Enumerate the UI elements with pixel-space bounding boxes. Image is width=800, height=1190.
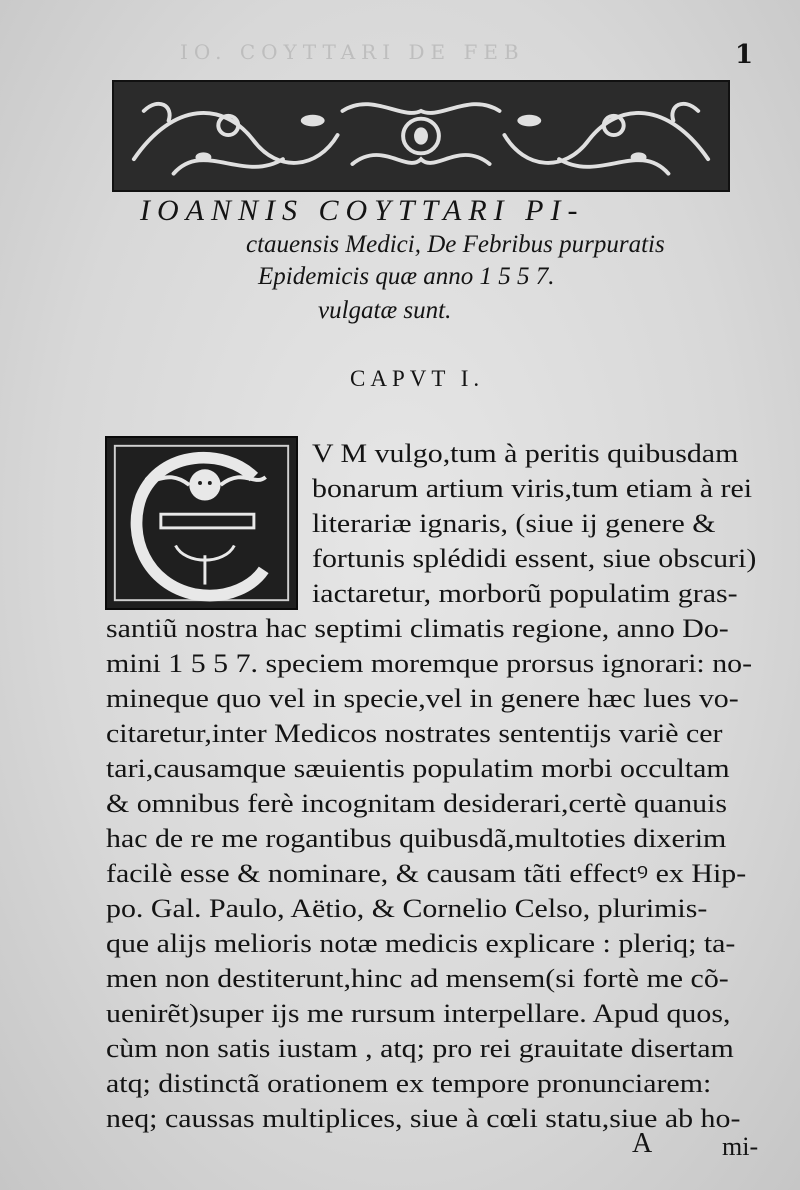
cherub-initial-icon — [107, 438, 296, 608]
chapter-heading: CAPVT I. — [350, 366, 485, 391]
catchword: mi- — [722, 1132, 759, 1161]
body-line: facilè esse & nominare, & causam tãti effectꝰ ex Hip- — [106, 859, 747, 888]
show-through-text: IO. COYTTARI DE FEB — [180, 40, 525, 64]
folio-number: 1 — [735, 40, 754, 70]
body-line: hac de re me rogantibus quibusdã,multoties dixerim — [106, 824, 727, 853]
body-line: santiũ nostra hac septimi climatis regione, anno Do- — [106, 614, 729, 643]
body-line: tari,causamque sæuientis populatim morbi occultam — [106, 754, 730, 783]
signature-mark: A — [632, 1128, 653, 1159]
body-line: po. Gal. Paulo, Aëtio, & Cornelio Celso, plurimis- — [106, 894, 708, 923]
body-line: & omnibus ferè incognitam desiderari,certè quanuis — [106, 789, 728, 818]
body-line: neq; caussas multiplices, siue à cœli statu,siue ab ho- — [106, 1104, 741, 1133]
body-line: cùm non satis iustam , atq; pro rei grauitate disertam — [106, 1034, 734, 1063]
body-line: iactaretur, morborũ populatim gras- — [312, 579, 738, 608]
body-line: atq; distinctã orationem ex tempore pronunciarem: — [106, 1069, 712, 1098]
body-line: fortunis splédidi essent, siue obscuri) — [312, 544, 757, 573]
body-line: mini 1 5 5 7. speciem moremque prorsus ignorari: no- — [106, 649, 753, 678]
body-line: citaretur,inter Medicos nostrates sententijs variè cer — [106, 719, 723, 748]
body-line: literariæ ignaris, (siue ij genere & — [312, 509, 716, 538]
ornamental-headpiece — [112, 80, 730, 192]
decorated-initial-c — [105, 436, 298, 610]
body-line: que alijs melioris notæ medicis explicare : pleriq; ta- — [106, 929, 736, 958]
title-line-1: IOANNIS COYTTARI PI- — [140, 194, 585, 227]
body-line: mineque quo vel in specie,vel in genere hæc lues vo- — [106, 684, 739, 713]
title-line-3: Epidemicis quæ anno 1 5 5 7. — [258, 263, 555, 290]
body-line: uenirẽt)super ijs me rursum interpellare. Apud quos, — [106, 999, 731, 1028]
headpiece-ornament-icon — [114, 82, 728, 190]
body-line: bonarum artium viris,tum etiam à rei — [312, 474, 753, 503]
title-line-2: ctauensis Medici, De Febribus purpuratis — [246, 231, 665, 258]
body-line: men non destiterunt,hinc ad mensem(si fortè me cõ- — [106, 964, 729, 993]
title-line-4: vulgatæ sunt. — [318, 297, 452, 324]
body-line: V M vulgo,tum à peritis quibusdam — [312, 439, 739, 468]
